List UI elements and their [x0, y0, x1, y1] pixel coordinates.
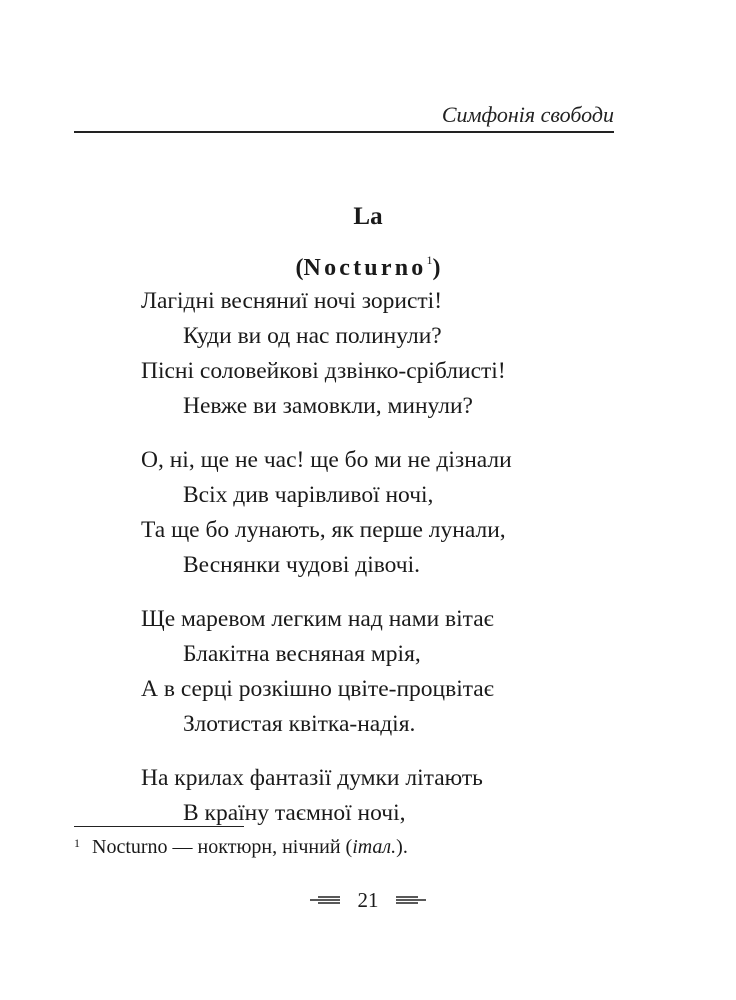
poem-line: Куди ви од нас полинули? — [183, 323, 442, 349]
stanza — [141, 761, 661, 831]
page-number: 21 — [357, 888, 379, 912]
footnote-text: — ноктюрн, нічний ( — [167, 836, 353, 858]
poem-line: Лагідні весняниї ночі зористі! — [141, 288, 443, 314]
stanza — [141, 443, 661, 583]
poem-line: Веснянки чудові дівочі. — [183, 552, 421, 578]
poem-line: Пісні соловейкові дзвінко-сріблисті! — [141, 358, 506, 384]
poem-line: Невже ви замовкли, минули? — [183, 393, 473, 419]
poem-line: Та ще бо лунають, як перше лунали, — [141, 517, 506, 543]
poem-line: В країну таємної ночі, — [183, 800, 406, 826]
right-ornament-icon — [396, 894, 428, 906]
footnote-end: ). — [396, 836, 408, 858]
footnote — [74, 836, 408, 859]
poem-line: Ще маревом легким над нами вітає — [141, 606, 494, 632]
poem-line: Блакітна весняная мрія, — [183, 641, 421, 667]
poem-line: А в серці розкішно цвіте-процвітає — [141, 676, 494, 702]
header-rule — [74, 131, 614, 133]
stanza — [141, 284, 661, 424]
footnote-mark: 1 — [74, 836, 80, 850]
footnote-rule — [74, 826, 244, 827]
subtitle-close-paren: ) — [432, 255, 441, 281]
poem-line: На крилах фантазії думки літають — [141, 765, 483, 791]
footnote-language: італ. — [352, 836, 397, 858]
stanza — [141, 602, 661, 742]
page-footer — [0, 888, 736, 913]
poem-title: La — [353, 203, 383, 230]
poem-line: Всіх див чарівливої ночі, — [183, 482, 434, 508]
poem-line: Злотистая квітка-надія. — [183, 711, 416, 737]
footnote-term: Nocturno — [92, 836, 168, 858]
poem-body — [141, 284, 661, 850]
subtitle-open-paren: ( — [295, 255, 304, 281]
running-head-title: Симфонія свободи — [441, 102, 614, 127]
subtitle-footnote-mark: 1 — [426, 253, 433, 267]
poem-line: О, ні, ще не час! ще бо ми не дізнали — [141, 447, 512, 473]
subtitle-word: Nocturno — [303, 255, 427, 281]
poem-subtitle — [0, 255, 736, 282]
left-ornament-icon — [308, 894, 340, 906]
